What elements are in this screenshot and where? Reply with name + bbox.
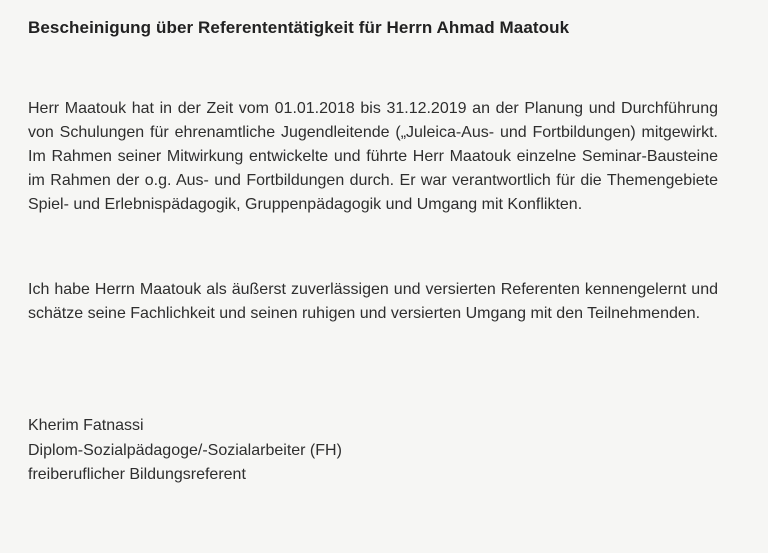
- signature-block: [28, 414, 342, 488]
- paragraph-assessment: Ich habe Herrn Maatouk als äußerst zuverlässigen und versierten Referenten kennengelernt und schätze seine Fachlichkeit und seinen ruhigen und versierten Umgang mit den Teilnehmenden.: [28, 281, 718, 322]
- document-title: Bescheinigung über Referententätigkeit für Herrn Ahmad Maatouk: [28, 18, 570, 37]
- paragraph-activity: Herr Maatouk hat in der Zeit vom 01.01.2018 bis 31.12.2019 an der Planung und Durchführung von Schulungen für ehrenamtliche Jugendleitende („Juleica-Aus- und Fortbildungen) mitgewirkt. Im Rahmen seiner Mitwirkung entwickelte und führte Herr Maatouk einzelne Seminar-Bausteine im Rahmen der o.g. Aus- und Fortbildungen durch. Er war verantwortlich für die Themengebiete Spiel- und Erlebnispädagogik, Gruppenpädagogik und Umgang mit Konflikten.: [28, 100, 718, 213]
- signature-name: Kherim Fatnassi: [28, 417, 144, 434]
- signature-profession: Diplom-Sozialpädagoge/-Sozialarbeiter (FH): [28, 441, 342, 459]
- signature-role: freiberuflicher Bildungsreferent: [28, 466, 246, 483]
